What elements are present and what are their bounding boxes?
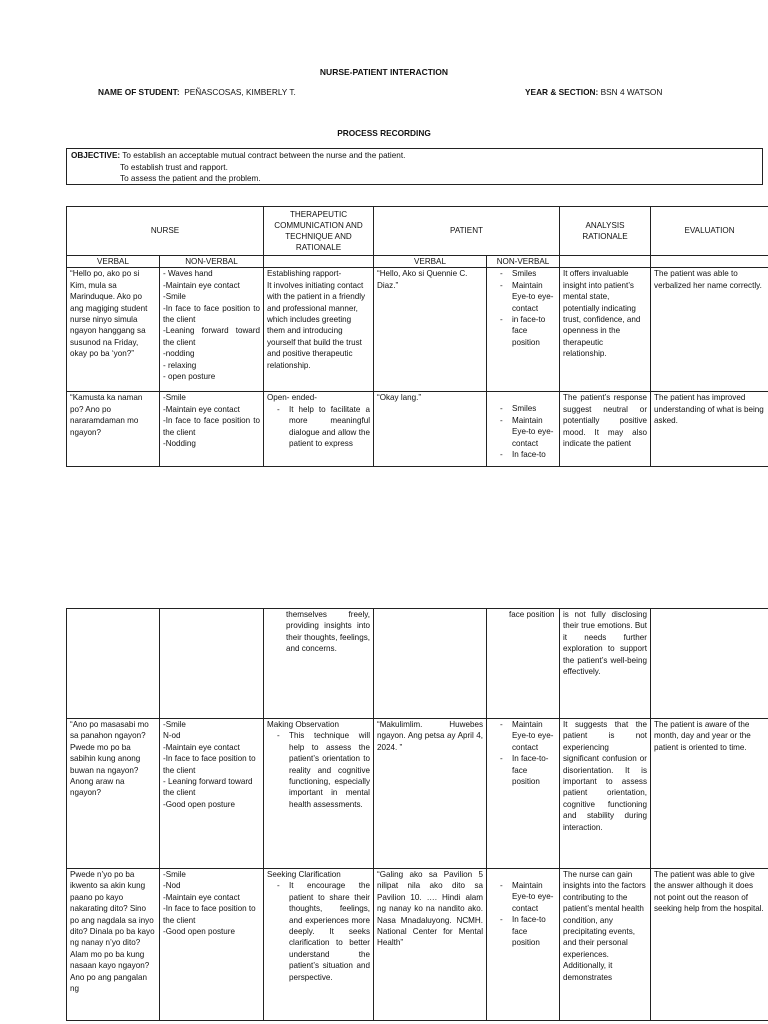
nurse-verbal-cell: “Kamusta ka naman po? Ano po nararamdaman mo ngayon? (67, 392, 160, 467)
year-section-line (525, 87, 662, 97)
process-recording-table-page-1 (66, 206, 768, 467)
nurse-verbal-cell: “Hello po, ako po si Kim, mula sa Marinduque. Ako po ang magiging student nurse ninyo simula ngayon hanggang sa susunod na Friday, okay po ba ‘yon?” (67, 268, 160, 392)
patient-nonverbal-cell: - Maintain Eye-to eye-contact - In face-to face position (487, 869, 560, 1021)
nurse-nonverbal-cell: - Waves hand -Maintain eye contact -Smile -In face to face position to the client -Leaning forward toward the client -nodding - relaxing - open posture (160, 268, 264, 392)
student-name-line (98, 87, 296, 97)
nurse-nonverbal-cell: -Smile N-od -Maintain eye contact -In face to face position to the client - Leaning forward toward the client -Good open posture (160, 719, 264, 869)
nurse-header: NURSE (67, 207, 264, 256)
nurse-nonverbal-cell: -Smile -Nod -Maintain eye contact -In face to face position to the client -Good open posture (160, 869, 264, 1021)
technique-cell: Seeking Clarification - It encourage the patient to share their thoughts, feelings, and experiences more deeply. It seeks clarification to better understand the patient’s situation and perspective. (264, 869, 374, 1021)
technique-subheader-empty (264, 256, 374, 268)
table-row (67, 869, 768, 1021)
year-section-value: BSN 4 WATSON (600, 87, 663, 97)
nurse-verbal-header: VERBAL (67, 256, 160, 268)
nurse-verbal-cell: “Ano po masasabi mo sa panahon ngayon? Pwede mo po ba sabihin kung anong buwan na ngayon? Anong araw na ngayon? (67, 719, 160, 869)
table-row (67, 719, 768, 869)
patient-nonverbal-header: NON-VERBAL (487, 256, 560, 268)
year-section-label: YEAR & SECTION: (525, 87, 599, 97)
analysis-cell: It suggests that the patient is not experiencing significant confusion or disorientation. It is important to assess patient orientation, cognitive functioning and stability during interaction. (560, 719, 651, 869)
evaluation-cell: The patient has improved understanding of what is being asked. (651, 392, 768, 467)
patient-verbal-cell (374, 609, 487, 719)
patient-nonverbal-cell: - Smiles - Maintain Eye-to eye-contact - In face-to (487, 392, 560, 467)
objective-line-2: To establish trust and rapport. (120, 162, 228, 172)
nurse-nonverbal-cell: -Smile -Maintain eye contact -In face to face position to the client -Nodding (160, 392, 264, 467)
student-label: NAME OF STUDENT: (98, 87, 180, 97)
evaluation-subheader-empty (651, 256, 768, 268)
patient-verbal-cell: “Makulimlim. Huwebes ngayon. Ang petsa ay April 4, 2024. ” (374, 719, 487, 869)
technique-cell: themselves freely, providing insights into their thoughts, feelings, and concerns. (264, 609, 374, 719)
header-row (67, 207, 768, 256)
technique-cell: Making Observation - This technique will help to assess the patient’s orientation to reality and cognitive functioning, especially important in mental health assessments. (264, 719, 374, 869)
patient-nonverbal-cell: - Maintain Eye-to eye-contact - In face-to-face position (487, 719, 560, 869)
analysis-subheader-empty (560, 256, 651, 268)
objective-label: OBJECTIVE: (71, 151, 121, 160)
analysis-cell: It offers invaluable insight into patient’s mental state, potentially indicating trust, confidence, and openness in the therapeutic relationship. (560, 268, 651, 392)
process-recording-title: PROCESS RECORDING (337, 128, 431, 138)
patient-header: PATIENT (374, 207, 560, 256)
technique-cell: Open- ended- - It help to facilitate a more meaningful dialogue and allow the patient to express (264, 392, 374, 467)
patient-verbal-cell: “Hello, Ako si Quennie C. Diaz.” (374, 268, 487, 392)
nurse-nonverbal-cell (160, 609, 264, 719)
evaluation-header: EVALUATION (651, 207, 768, 256)
evaluation-cell: The patient is aware of the month, day and year or the patient is oriented to time. (651, 719, 768, 869)
nurse-nonverbal-header: NON-VERBAL (160, 256, 264, 268)
document-title: NURSE-PATIENT INTERACTION (319, 67, 449, 77)
patient-nonverbal-cell: - Smiles - Maintain Eye-to eye-contact - in face-to face position (487, 268, 560, 392)
nurse-verbal-cell (67, 609, 160, 719)
table-row (67, 268, 768, 392)
table-row (67, 609, 768, 719)
evaluation-cell: The patient was able to give the answer although it does not point out the reason of seeking help from the hospital. (651, 869, 768, 1021)
objective-line-1: OBJECTIVE: To establish an acceptable mutual contract between the nurse and the patient. (71, 151, 406, 160)
patient-verbal-cell: “Okay lang.” (374, 392, 487, 467)
patient-verbal-cell: “Galing ako sa Pavilion 5 nilipat nila ako dito sa Pavilion 10. …. Hindi alam ng nanay ko na nandito ako. Nasa Mnadaluyong. NCMH. National Center for Mental Health” (374, 869, 487, 1021)
technique-header: THERAPEUTIC COMMUNICATION AND TECHNIQUE AND RATIONALE (264, 207, 374, 256)
objective-box (66, 148, 763, 185)
evaluation-cell: The patient was able to verbalized her name correctly. (651, 268, 768, 392)
patient-nonverbal-cell: face position (487, 609, 560, 719)
analysis-cell: The patient’s response suggest neutral or potentially positive mood. It may also indicate the patient (560, 392, 651, 467)
table-row (67, 392, 768, 467)
subheader-row (67, 256, 768, 268)
patient-verbal-header: VERBAL (374, 256, 487, 268)
technique-cell: Establishing rapport- It involves initiating contact with the patient in a friendly and professional manner, which includes greeting them and introducing yourself that build the trust and positive therapeutic relationship. (264, 268, 374, 392)
analysis-cell: The nurse can gain insights into the factors contributing to the patient’s mental health condition, any precipitating events, and their personal experiences. Additionally, it demonstrates (560, 869, 651, 1021)
analysis-cell: is not fully disclosing their true emotions. But it needs further exploration to support the patient’s well-being effectively. (560, 609, 651, 719)
nurse-verbal-cell: Pwede n’yo po ba ikwento sa akin kung paano po kayo nakarating dito? Sino po ang nagdala sa inyo dito? Dinala po ba kayo ng nanay n’yo dito? Alam mo po ba kung nasaan kayo ngayon? Ano po ang pangalan ng (67, 869, 160, 1021)
evaluation-cell (651, 609, 768, 719)
analysis-header: ANALYSIS RATIONALE (560, 207, 651, 256)
student-name: PEÑASCOSAS, KIMBERLY T. (184, 87, 296, 97)
objective-line-3: To assess the patient and the problem. (120, 174, 261, 183)
process-recording-table-page-2 (66, 608, 768, 1021)
